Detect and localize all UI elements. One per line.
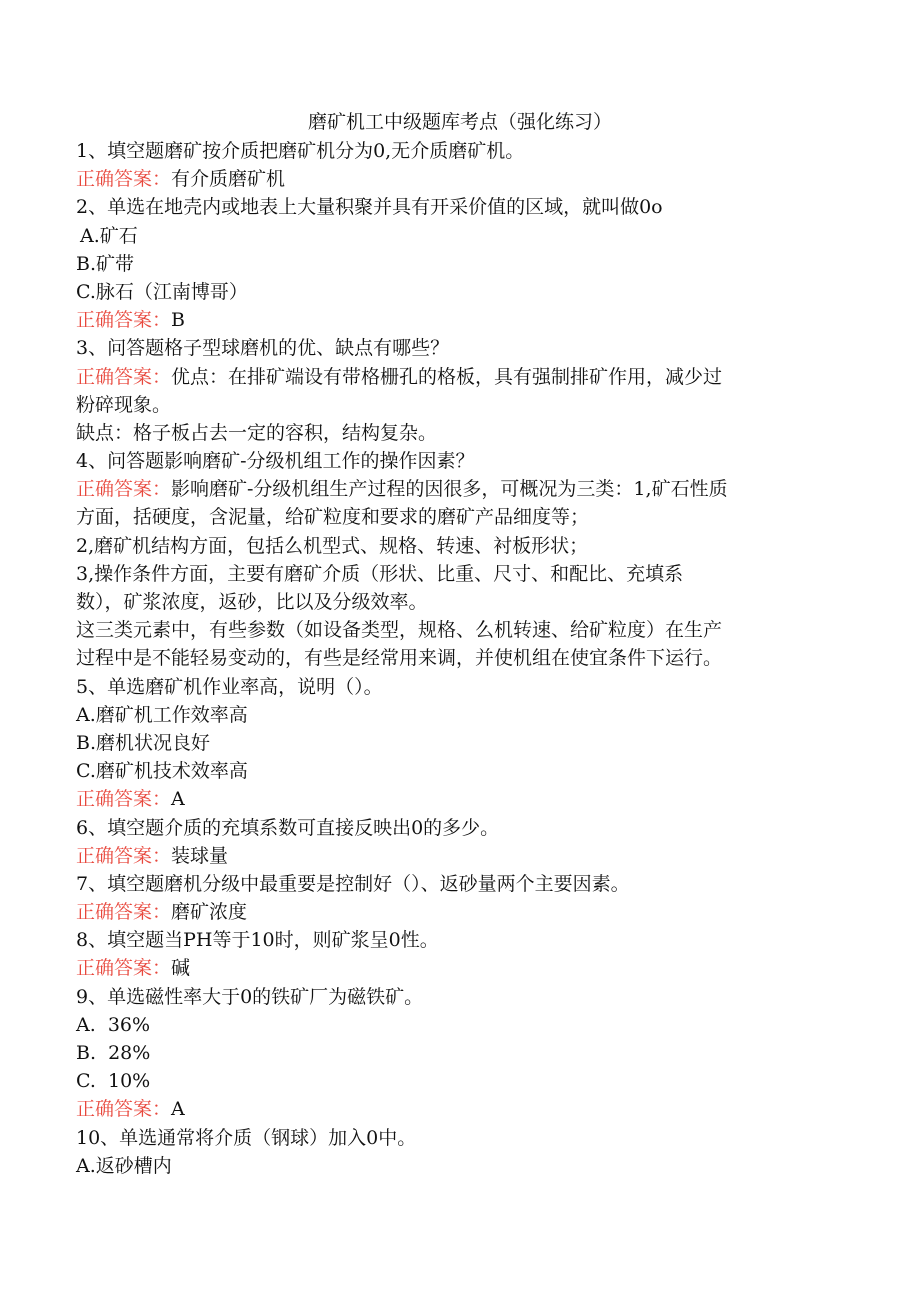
question-line: 10、单选通常将介质（钢球）加入0中。 <box>76 1126 417 1149</box>
text-line: 2,磨矿机结构方面，包括么机型式、规格、转速、衬板形状； <box>76 534 589 557</box>
answer-line <box>76 363 836 391</box>
answer-label: 正确答案： <box>76 309 172 332</box>
question-line: 9、单选磁性率大于0的铁矿厂为磁铁矿。 <box>76 985 424 1008</box>
document-body <box>76 137 836 1180</box>
option-line: C.脉石（江南博哥） <box>76 280 248 303</box>
answer-line <box>76 306 836 334</box>
answer-label: 正确答案： <box>76 901 172 924</box>
text-line: 过程中是不能轻易变动的，有些是经常用来调，并使机组在使宜条件下运行。 <box>76 647 723 670</box>
answer-value: A <box>171 1098 185 1121</box>
answer-value: 装球量 <box>171 844 229 867</box>
option-line: B.矿带 <box>76 252 135 275</box>
text-line: 3,操作条件方面，主要有磨矿介质（形状、比重、尺寸、和配比、充填系 <box>76 562 684 585</box>
answer-line <box>76 165 836 193</box>
option-line: A.矿石 <box>80 224 138 247</box>
document-title: 磨矿机工中级题库考点（强化练习） <box>307 111 612 133</box>
answer-value: 影响磨矿-分级机组生产过程的因很多，可概况为三类：1,矿石性质 <box>171 478 728 501</box>
option-line: A.返砂槽内 <box>76 1154 172 1177</box>
text-line: 粉碎现象。 <box>76 393 172 416</box>
answer-value: 有介质磨矿机 <box>171 168 286 191</box>
question-line: 6、填空题介质的充填系数可直接反映出0的多少。 <box>76 816 500 839</box>
question-line: 7、填空题磨机分级中最重要是控制好（）、返砂量两个主要因素。 <box>76 872 630 895</box>
option-line: A.磨矿机工作效率高 <box>76 703 248 726</box>
question-line: 3、问答题格子型球磨机的优、缺点有哪些？ <box>76 337 450 360</box>
answer-value: 碱 <box>171 957 191 980</box>
answer-value: 磨矿浓度 <box>171 901 248 924</box>
option-line: B.磨机状况良好 <box>76 731 211 754</box>
option-line: A. 36% <box>76 1013 151 1036</box>
answer-line <box>76 898 836 926</box>
answer-line <box>76 954 836 982</box>
option-line: B. 28% <box>76 1042 151 1064</box>
answer-label: 正确答案： <box>76 168 172 191</box>
answer-label: 正确答案： <box>76 478 172 501</box>
answer-value: B <box>171 309 185 332</box>
answer-line <box>76 1095 836 1123</box>
answer-label: 正确答案： <box>76 365 172 388</box>
text-line: 缺点：格子板占去一定的容积，结构复杂。 <box>76 421 438 444</box>
answer-label: 正确答案： <box>76 957 172 980</box>
option-line: C. 10% <box>76 1070 151 1093</box>
option-line: C.磨矿机技术效率高 <box>76 760 248 783</box>
answer-line <box>76 475 836 503</box>
question-line: 4、问答题影响磨矿-分级机组工作的操作因素？ <box>76 450 475 473</box>
question-line: 5、单选磨矿机作业率高，说明（）。 <box>76 675 383 698</box>
answer-label: 正确答案： <box>76 844 172 867</box>
answer-value: A <box>171 788 185 811</box>
answer-value: 优点：在排矿端设有带格栅孔的格板，具有强制排矿作用，减少过 <box>171 365 723 388</box>
question-line: 1、填空题磨矿按介质把磨矿机分为0,无介质磨矿机。 <box>76 140 525 162</box>
text-line: 方面，括硬度，含泥量，给矿粒度和要求的磨矿产品细度等； <box>76 506 590 529</box>
answer-line <box>76 842 836 870</box>
text-line: 数），矿浆浓度，返砂，比以及分级效率。 <box>76 591 428 613</box>
text-line: 这三类元素中，有些参数（如设备类型，规格、么机转速、给矿粒度）在生产 <box>76 619 723 642</box>
answer-label: 正确答案： <box>76 788 172 811</box>
question-line: 8、填空题当PH等于10时，则矿浆呈0性。 <box>76 929 439 952</box>
answer-line <box>76 785 836 813</box>
answer-label: 正确答案： <box>76 1098 172 1121</box>
question-line: 2、单选在地壳内或地表上大量积聚并具有开采价值的区域，就叫做0o <box>76 196 663 219</box>
